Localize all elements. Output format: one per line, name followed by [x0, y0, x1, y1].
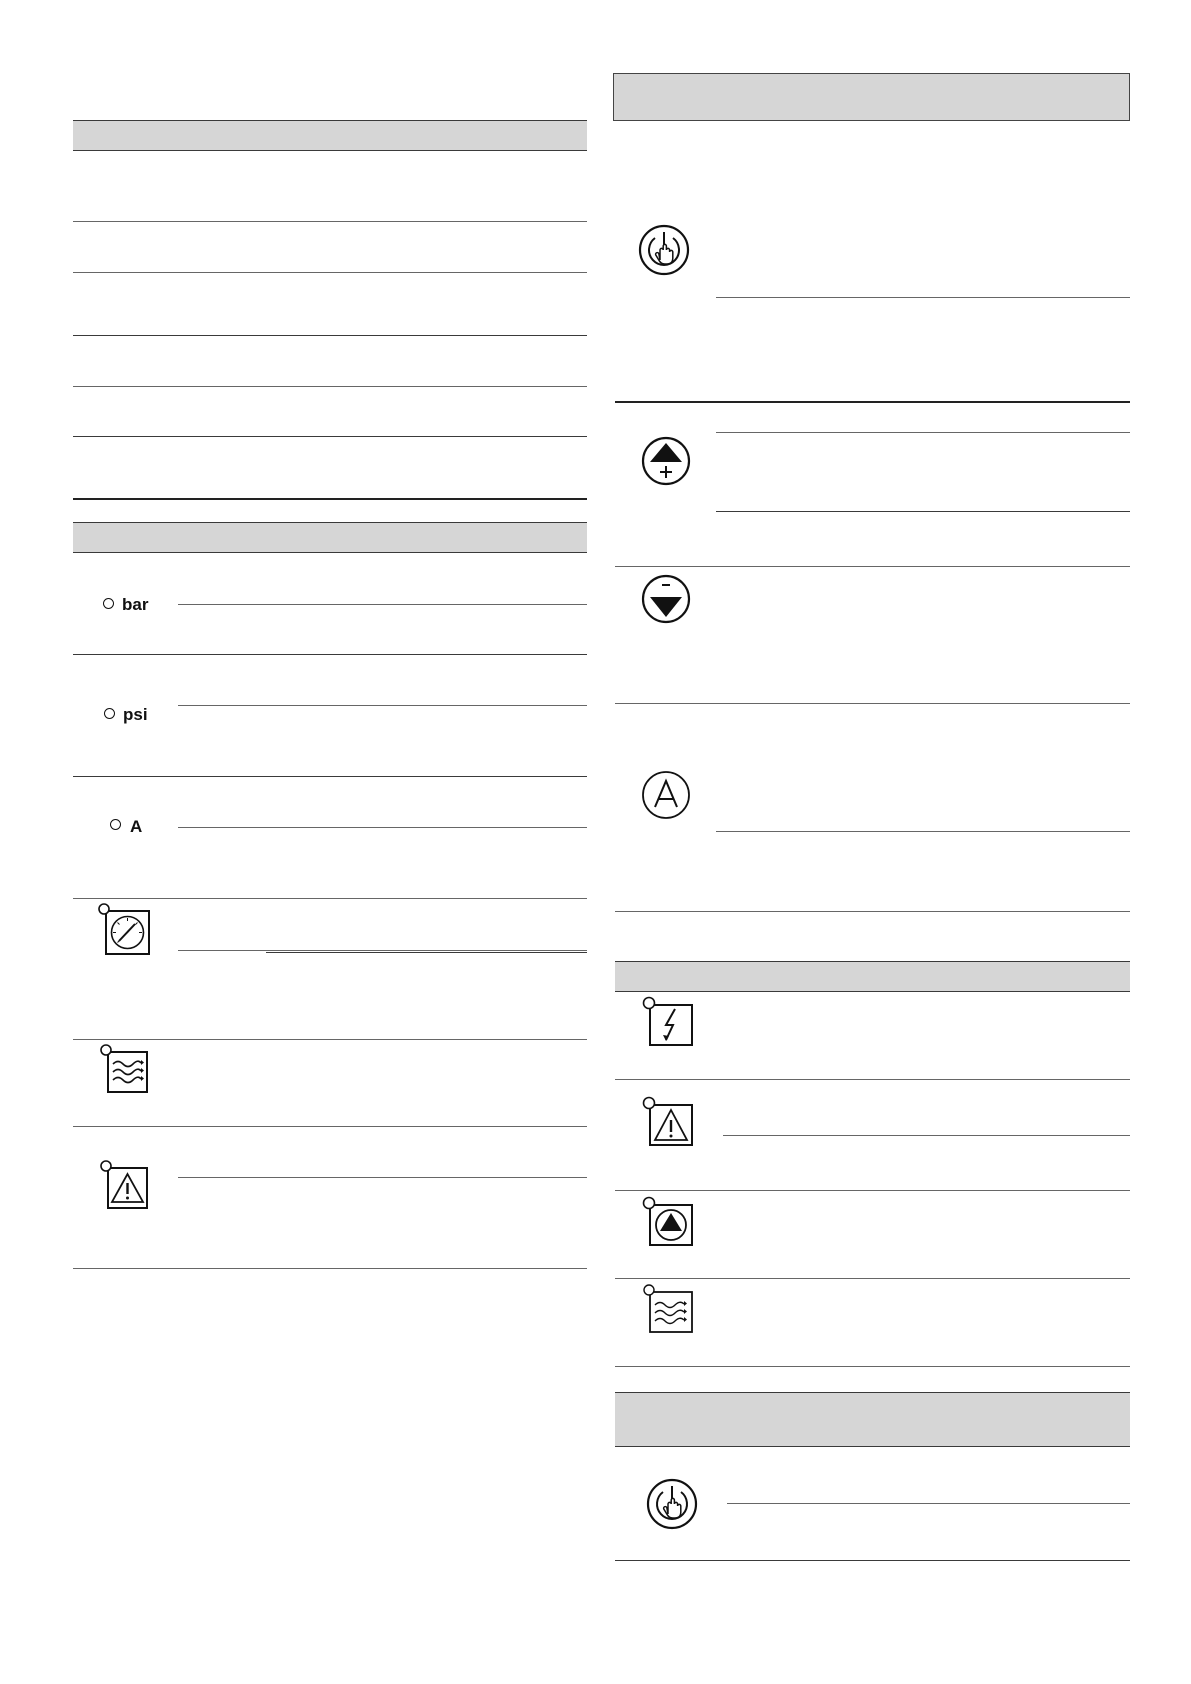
rule [615, 1392, 1130, 1393]
rule [615, 566, 1130, 567]
rule [73, 552, 587, 553]
rule [73, 386, 587, 387]
rule [73, 120, 587, 121]
rule [266, 952, 587, 953]
rule [73, 498, 587, 500]
rule [73, 654, 587, 655]
auto-a-icon[interactable] [641, 770, 691, 820]
rule [73, 1126, 587, 1127]
rule [178, 604, 587, 605]
rule [716, 511, 1130, 512]
rule [73, 1268, 587, 1269]
rule [615, 703, 1130, 704]
psi-label: psi [123, 705, 148, 724]
rule [178, 950, 587, 951]
electrical-fault-icon [642, 997, 698, 1049]
rule [716, 297, 1130, 298]
power-hand-icon[interactable] [646, 1478, 698, 1530]
rule [178, 705, 587, 706]
keypad-table-header [613, 73, 1130, 121]
rule [615, 961, 1130, 962]
rule [615, 1366, 1130, 1367]
rule [615, 1278, 1130, 1279]
rule [73, 436, 587, 437]
top-table-header [73, 120, 587, 150]
rule [73, 272, 587, 273]
rule [615, 1079, 1130, 1080]
rule [727, 1503, 1130, 1504]
a-led-icon [110, 819, 121, 830]
rule [73, 522, 587, 523]
rule [615, 991, 1130, 992]
rule [615, 1560, 1130, 1561]
rule [178, 1177, 587, 1178]
rule [615, 1446, 1130, 1447]
rule [615, 401, 1130, 403]
warning-triangle-icon [98, 1160, 154, 1212]
rule [723, 1135, 1130, 1136]
a-label: A [130, 817, 143, 836]
pump-icon [642, 1197, 698, 1249]
bar-label: bar [122, 595, 149, 614]
rule [73, 776, 587, 777]
rule [73, 1039, 587, 1040]
rule [73, 898, 587, 899]
bottom-table-header [615, 1392, 1130, 1446]
rule [716, 432, 1130, 433]
indicator-table-header [73, 522, 587, 552]
pressure-gauge-icon [98, 903, 154, 957]
flow-waves-icon [642, 1284, 698, 1336]
plus-up-arrow-icon[interactable] [641, 436, 691, 486]
rule [615, 1190, 1130, 1191]
rule [73, 221, 587, 222]
alarm-table-header [615, 961, 1130, 991]
power-hand-icon[interactable] [638, 224, 690, 276]
rule [73, 150, 587, 151]
rule [178, 827, 587, 828]
flow-waves-icon [98, 1044, 154, 1096]
warning-triangle-icon [642, 1097, 698, 1149]
psi-led-icon [104, 708, 115, 719]
bar-led-icon [103, 598, 114, 609]
rule [716, 831, 1130, 832]
rule [73, 335, 587, 336]
rule [615, 911, 1130, 912]
minus-down-arrow-icon[interactable] [641, 574, 691, 624]
